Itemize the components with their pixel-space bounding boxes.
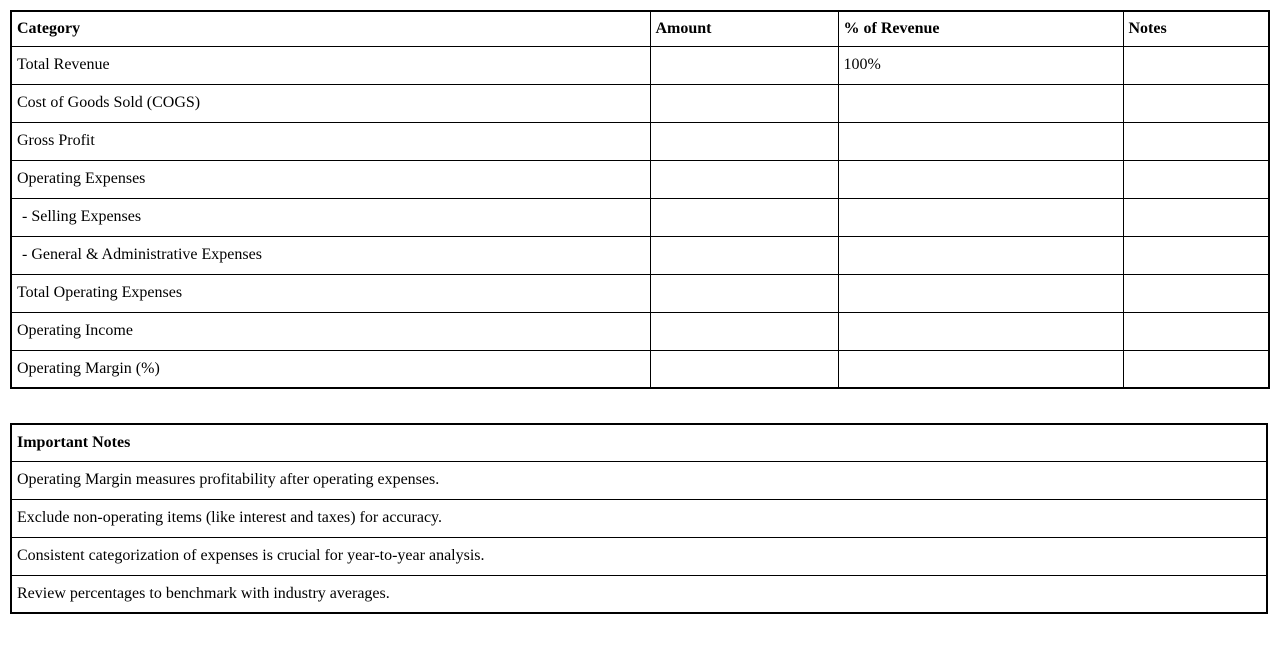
cell-category: Cost of Goods Sold (COGS) <box>11 84 650 122</box>
cell-pct-of-revenue <box>838 274 1123 312</box>
cell-notes <box>1123 198 1269 236</box>
cell-category: Gross Profit <box>11 122 650 160</box>
cell-pct-of-revenue <box>838 198 1123 236</box>
cell-pct-of-revenue <box>838 160 1123 198</box>
table-row <box>11 350 1269 388</box>
cell-notes <box>1123 236 1269 274</box>
note-row <box>11 575 1267 613</box>
note-text: Consistent categorization of expenses is crucial for year-to-year analysis. <box>11 537 1267 575</box>
cell-pct-of-revenue: 100% <box>838 46 1123 84</box>
cell-amount <box>650 274 838 312</box>
cell-amount <box>650 198 838 236</box>
cell-notes <box>1123 350 1269 388</box>
column-header-amount: Amount <box>650 11 838 46</box>
notes-table-body <box>11 461 1267 613</box>
expense-table-header-row <box>11 11 1269 46</box>
note-text: Operating Margin measures profitability after operating expenses. <box>11 461 1267 499</box>
cell-notes <box>1123 312 1269 350</box>
cell-amount <box>650 84 838 122</box>
cell-amount <box>650 122 838 160</box>
note-text: Exclude non-operating items (like interest and taxes) for accuracy. <box>11 499 1267 537</box>
table-row <box>11 312 1269 350</box>
cell-pct-of-revenue <box>838 236 1123 274</box>
cell-category: - Selling Expenses <box>11 198 650 236</box>
cell-amount <box>650 236 838 274</box>
cell-category: - General & Administrative Expenses <box>11 236 650 274</box>
column-header-pct-of-revenue: % of Revenue <box>838 11 1123 46</box>
cell-category: Total Operating Expenses <box>11 274 650 312</box>
table-row <box>11 198 1269 236</box>
expense-table-body <box>11 46 1269 388</box>
column-header-notes: Notes <box>1123 11 1269 46</box>
cell-category: Operating Margin (%) <box>11 350 650 388</box>
notes-table-header: Important Notes <box>11 424 1267 461</box>
cell-notes <box>1123 46 1269 84</box>
cell-notes <box>1123 122 1269 160</box>
cell-pct-of-revenue <box>838 122 1123 160</box>
cell-pct-of-revenue <box>838 84 1123 122</box>
table-row <box>11 122 1269 160</box>
notes-table-header-row <box>11 424 1267 461</box>
cell-category: Operating Income <box>11 312 650 350</box>
note-row <box>11 537 1267 575</box>
table-row <box>11 236 1269 274</box>
cell-amount <box>650 312 838 350</box>
cell-notes <box>1123 84 1269 122</box>
note-row <box>11 461 1267 499</box>
cell-notes <box>1123 274 1269 312</box>
cell-amount <box>650 160 838 198</box>
cell-amount <box>650 46 838 84</box>
cell-category: Total Revenue <box>11 46 650 84</box>
cell-pct-of-revenue <box>838 350 1123 388</box>
note-row <box>11 499 1267 537</box>
table-row <box>11 160 1269 198</box>
table-row <box>11 46 1269 84</box>
table-row <box>11 274 1269 312</box>
cell-notes <box>1123 160 1269 198</box>
cell-amount <box>650 350 838 388</box>
note-text: Review percentages to benchmark with industry averages. <box>11 575 1267 613</box>
table-row <box>11 84 1269 122</box>
important-notes-table <box>10 423 1268 614</box>
column-header-category: Category <box>11 11 650 46</box>
expense-breakdown-table <box>10 10 1270 389</box>
cell-category: Operating Expenses <box>11 160 650 198</box>
cell-pct-of-revenue <box>838 312 1123 350</box>
